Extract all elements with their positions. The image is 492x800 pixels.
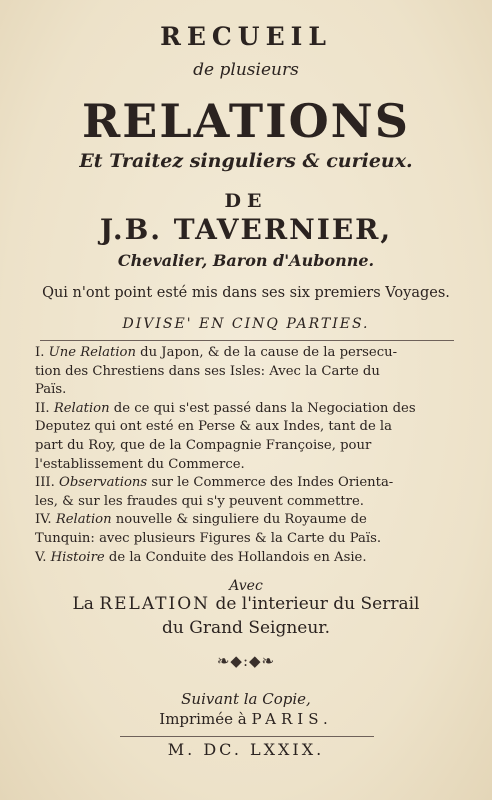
- item-text: nouvelle & singuliere du Royaume de: [111, 512, 367, 528]
- title-relations: RELATIONS: [82, 94, 410, 148]
- item-line: Deputez qui ont esté en Perse & aux Indes, tant de la: [35, 419, 393, 435]
- la-relation-caps: RELATION: [99, 594, 211, 614]
- imprint-line: [0, 710, 492, 728]
- item-emphasis: Relation: [53, 400, 110, 416]
- title-de: DE: [224, 190, 268, 212]
- parts-heading: DIVISE' EN CINQ PARTIES.: [122, 316, 370, 332]
- item-line: tion des Chrestiens dans ses Isles: Avec la Carte du: [35, 363, 380, 379]
- list-item: [35, 344, 455, 400]
- item-text: sur le Commerce des Indes Orienta-: [147, 475, 394, 491]
- item-emphasis: Histoire: [50, 549, 105, 565]
- la-relation-prefix: La: [72, 594, 100, 614]
- title-recueil: RECUEIL: [160, 22, 332, 51]
- la-relation-line: [0, 594, 492, 614]
- grand-seigneur-line: du Grand Seigneur.: [162, 618, 330, 638]
- title-de-plusieurs: de plusieurs: [193, 60, 299, 80]
- author-name: J.B. TAVERNIER,: [99, 213, 393, 246]
- list-item: [35, 400, 455, 474]
- item-line: [35, 511, 455, 530]
- date-rule: [120, 736, 374, 737]
- author-title: Chevalier, Baron d'Aubonne.: [117, 251, 375, 270]
- item-number: II.: [35, 400, 50, 416]
- item-text: de la Conduite des Hollandois en Asie.: [104, 549, 367, 565]
- imprint-date: M. DC. LXXIX.: [167, 740, 325, 759]
- printers-ornament: ❧◆:◆❧: [216, 652, 276, 670]
- list-item: [35, 549, 455, 568]
- imprimee-label: Imprimée à: [159, 710, 252, 728]
- item-emphasis: Observations: [59, 475, 148, 491]
- imprint-city: PARIS.: [251, 710, 333, 728]
- item-line: Tunquin: avec plusieurs Figures & la Carte du Païs.: [35, 530, 382, 546]
- item-line: part du Roy, que de la Compagnie Françoise, pour: [35, 437, 372, 453]
- avec-label: Avec: [229, 578, 263, 594]
- suivant-copie: Suivant la Copie,: [181, 690, 311, 708]
- item-text: de ce qui s'est passé dans la Negociation des: [109, 400, 416, 416]
- divider-rule: [40, 340, 454, 341]
- la-relation-rest: de l'interieur du Serrail: [210, 594, 420, 614]
- item-line: [35, 400, 455, 419]
- item-text: du Japon, & de la cause de la persecu-: [135, 345, 398, 360]
- item-emphasis: Une Relation: [48, 345, 136, 360]
- item-line: [35, 344, 455, 363]
- item-line: [35, 474, 455, 493]
- item-number: IV.: [35, 512, 52, 528]
- item-number: V.: [35, 549, 47, 565]
- item-line: Païs.: [35, 382, 67, 398]
- list-item: [35, 474, 455, 511]
- item-line: les, & sur les fraudes qui s'y peuvent commettre.: [35, 493, 364, 509]
- item-line: [35, 549, 455, 568]
- note-voyages: Qui n'ont point esté mis dans ses six premiers Voyages.: [42, 285, 450, 301]
- list-item: [35, 511, 455, 548]
- subtitle-traitez: Et Traitez singuliers & curieux.: [79, 150, 413, 172]
- item-number: III.: [35, 475, 55, 491]
- item-number: I.: [35, 345, 45, 360]
- contents-list: [35, 344, 455, 567]
- item-line: l'establissement du Commerce.: [35, 456, 245, 472]
- item-emphasis: Relation: [55, 512, 112, 528]
